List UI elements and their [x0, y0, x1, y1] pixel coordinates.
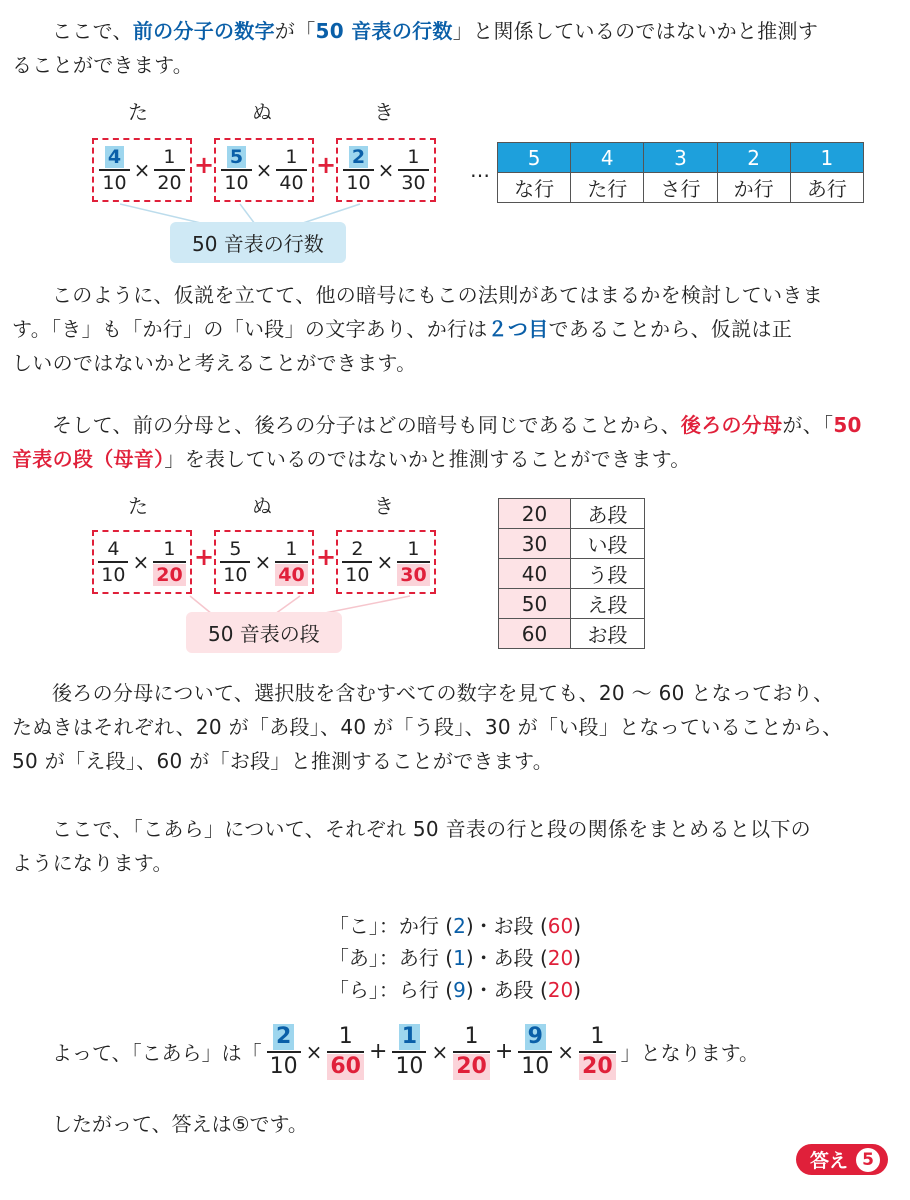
fraction-box-ta: $\frac{4}{10}$ × $\frac{1}{20}$: [92, 530, 192, 594]
paragraph-2: このように、仮説を立てて、他の暗号にもこの法則があてはまるかを検討していきま す。「き」も「か行」の「い段」の文字あり、か行は２つ目であることから、仮説は正 しいのではないかと考えることができます。: [12, 283, 823, 375]
paragraph-5: ここで、「こあら」について、それぞれ 50 音表の行と段の関係をまとめると以下の ようになります。: [12, 817, 811, 875]
dan-row: 30 い段: [499, 529, 645, 559]
plus-sign: +: [194, 151, 215, 179]
kana-ta: た: [128, 494, 148, 518]
callout-row-count: 50 音表の行数: [170, 222, 346, 263]
plus-sign: +: [316, 543, 337, 571]
kana-ki: き: [374, 494, 394, 518]
fraction-box-nu: $\frac{5}{10}$ × $\frac{1}{40}$: [214, 138, 314, 202]
row-label: た行: [571, 173, 644, 203]
p1-highlight-rows: 50 音表の行数: [315, 19, 453, 43]
paragraph-4: 後ろの分母について、選択肢を含むすべての数字を見ても、20 〜 60 となっており、 たぬきはそれぞれ、20 が「あ段」、40 が「う段」、30 が「い段」となっていることから、 50 が「え段」、60 が「お段」と推測することができます。: [12, 681, 843, 773]
ellipsis: …: [470, 158, 490, 182]
dan-row: 40 う段: [499, 559, 645, 589]
fraction: $\frac{5}{10}$: [221, 146, 251, 194]
fraction: $\frac{2}{10}$: [343, 146, 373, 194]
row-label: あ行: [790, 173, 863, 203]
row-label: さ行: [644, 173, 717, 203]
row-number: 4: [571, 143, 644, 173]
plus-sign: +: [316, 151, 337, 179]
kana-nu: ぬ: [252, 100, 272, 124]
highlight-second: ２つ目: [487, 317, 549, 341]
dan-row: 50 え段: [499, 589, 645, 619]
summary-ra: 「ら」：ら行 (9)・あ段 (20): [328, 978, 582, 1002]
highlight-dan: 音表の段（母音）: [12, 447, 165, 471]
fraction-box-ki: $\frac{2}{10}$ × $\frac{1}{30}$: [336, 530, 436, 594]
summary-ko: 「こ」：か行 (2)・お段 (60): [328, 914, 582, 938]
answer-badge: [796, 1144, 888, 1175]
fraction-box-ta: $\frac{4}{10}$ × $\frac{1}{20}$: [92, 138, 192, 202]
row-number: 3: [644, 143, 717, 173]
fraction-box-ki: $\frac{2}{10}$ × $\frac{1}{30}$: [336, 138, 436, 202]
callout-dan: 50 音表の段: [186, 612, 342, 653]
kana-ta: た: [128, 100, 148, 124]
p1-text: ることができます。: [12, 53, 194, 77]
row-number: 5: [498, 143, 571, 173]
dan-row: 20 あ段: [499, 499, 645, 529]
dan-row: 60 お段: [499, 619, 645, 649]
fraction: $\frac{1}{20}$: [154, 146, 184, 194]
answer-value: 5: [856, 1148, 880, 1172]
fraction-box-nu: $\frac{5}{10}$ × $\frac{1}{40}$: [214, 530, 314, 594]
conclusion: したがって、答えは⑤です。: [52, 1112, 308, 1136]
fraction: $\frac{1}{30}$: [398, 146, 428, 194]
fraction: $\frac{4}{10}$: [99, 146, 129, 194]
row-label: な行: [498, 173, 571, 203]
row-number: 2: [717, 143, 790, 173]
highlight-back-denominator: 後ろの分母: [680, 413, 783, 437]
p1-text: ここで、: [52, 19, 133, 43]
paragraph-3: そして、前の分母と、後ろの分子はどの暗号も同じであることから、後ろの分母が、「50 音表の段（母音）」を表しているのではないかと推測することができます。: [12, 413, 862, 471]
row-label: か行: [717, 173, 790, 203]
p1-highlight-numerator: 前の分子の数字: [132, 19, 275, 43]
fraction: $\frac{1}{40}$: [276, 146, 306, 194]
final-expression: よって、「こあら」は「 $\frac{2}{10}$ × $\frac{1}{60}$ + $\frac{1}{10}$ × $\frac{1}{20}$ + $\frac{9}{10}$ × $\frac{1}{20}$ 」となります。: [52, 1024, 760, 1079]
kana-ki: き: [374, 100, 394, 124]
answer-label: 答え: [809, 1150, 848, 1172]
kana-nu: ぬ: [252, 494, 272, 518]
row-number: 1: [790, 143, 863, 173]
summary-a: 「あ」：あ行 (1)・あ段 (20): [328, 946, 582, 970]
plus-sign: +: [194, 543, 215, 571]
dan-table: [498, 498, 645, 649]
p1-text: が「: [274, 19, 316, 43]
p1-text: 」と関係しているのではないかと推測す: [452, 19, 819, 43]
